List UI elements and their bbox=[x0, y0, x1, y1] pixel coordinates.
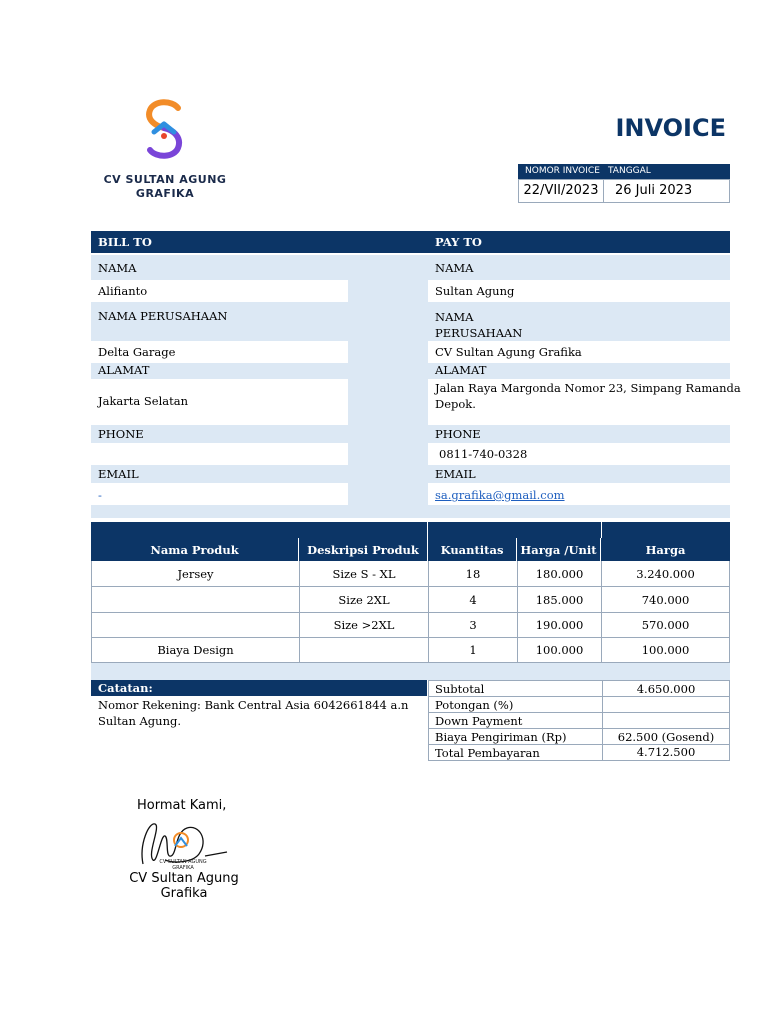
invoice-date: 26 Juli 2023 bbox=[615, 183, 693, 198]
col-header-price: Harga bbox=[645, 542, 686, 557]
summary-row-down-payment bbox=[428, 712, 730, 729]
cell-description: Size >2XL bbox=[300, 613, 429, 638]
bill-company-label: NAMA PERUSAHAAN bbox=[98, 309, 228, 323]
pay-name: Sultan Agung bbox=[435, 284, 515, 298]
pay-phone-label: PHONE bbox=[435, 427, 481, 441]
signature-stamp bbox=[135, 814, 235, 874]
stamp-text-line1: CV SULTAN AGUNG bbox=[159, 859, 207, 865]
divider bbox=[427, 522, 428, 538]
cell-product bbox=[92, 613, 300, 638]
notes-line1: Nomor Rekening: Bank Central Asia 6042661844 a.n bbox=[98, 698, 409, 712]
bill-company: Delta Garage bbox=[98, 345, 176, 359]
pay-address bbox=[435, 380, 741, 412]
cell-price: 100.000 bbox=[602, 638, 730, 663]
invoice-number: 22/VII/2023 bbox=[519, 180, 604, 202]
cell-quantity: 1 bbox=[429, 638, 518, 663]
bill-to-header: BILL TO bbox=[98, 235, 152, 249]
pay-to-header: PAY TO bbox=[435, 235, 482, 249]
bill-email-cell bbox=[91, 483, 348, 505]
cell-description bbox=[300, 638, 429, 663]
col-header-description: Deskripsi Produk bbox=[299, 538, 428, 561]
pay-phone: 0811-740-0328 bbox=[439, 447, 528, 461]
cell-price: 3.240.000 bbox=[602, 561, 730, 587]
cell-unit-price: 185.000 bbox=[518, 587, 602, 613]
cell-quantity: 3 bbox=[429, 613, 518, 638]
table-row bbox=[92, 587, 730, 613]
col-header-unit-price: Harga /Unit bbox=[517, 538, 601, 561]
stamp-text-line2: GRAFIKA bbox=[172, 865, 194, 871]
items-body bbox=[91, 561, 730, 663]
summary-value: 62.500 (Gosend) bbox=[617, 730, 715, 744]
summary-row-subtotal bbox=[428, 680, 730, 697]
bill-name: Alifianto bbox=[98, 284, 148, 298]
invoice-date-label: TANGGAL bbox=[608, 166, 651, 176]
bill-address-label: ALAMAT bbox=[98, 363, 150, 377]
summary-label: Total Pembayaran bbox=[435, 746, 540, 760]
pay-address-line2: Depok. bbox=[435, 397, 476, 411]
billing-header-bar bbox=[91, 231, 730, 253]
cell-quantity: 4 bbox=[429, 587, 518, 613]
company-name-line1: CV SULTAN AGUNG bbox=[103, 173, 227, 186]
invoice-number-label: NOMOR INVOICE bbox=[525, 166, 600, 176]
pay-address-line1: Jalan Raya Margonda Nomor 23, Simpang Ramanda bbox=[435, 381, 741, 395]
cell-product: Jersey bbox=[92, 561, 300, 587]
logo-s-icon bbox=[140, 96, 190, 164]
cell-product bbox=[92, 587, 300, 613]
bill-name-label: NAMA bbox=[98, 261, 137, 275]
pay-company-label-line1: NAMA bbox=[435, 310, 474, 324]
divider bbox=[601, 522, 602, 538]
bill-address: Jakarta Selatan bbox=[98, 394, 189, 408]
cell-quantity: 18 bbox=[429, 561, 518, 587]
invoice-meta-header bbox=[518, 164, 730, 179]
cell-price: 570.000 bbox=[602, 613, 730, 638]
summary-label: Subtotal bbox=[435, 682, 485, 696]
bill-phone-cell bbox=[91, 443, 348, 465]
pay-company-label-line2: PERUSAHAAN bbox=[435, 326, 523, 340]
cell-unit-price: 180.000 bbox=[518, 561, 602, 587]
signature-name-line1: CV Sultan Agung bbox=[129, 871, 239, 886]
items-footer-spacer bbox=[91, 663, 730, 680]
signature-name-line2: Grafika bbox=[160, 886, 208, 901]
summary-value: 4.650.000 bbox=[636, 682, 696, 696]
signature-greeting: Hormat Kami, bbox=[137, 798, 227, 813]
divider bbox=[602, 713, 603, 728]
bill-email-label: EMAIL bbox=[98, 467, 139, 481]
col-header-product: Nama Produk bbox=[91, 538, 299, 561]
pay-name-label: NAMA bbox=[435, 261, 474, 275]
cell-unit-price: 100.000 bbox=[518, 638, 602, 663]
notes-text bbox=[98, 697, 418, 729]
items-header-row bbox=[91, 538, 730, 561]
pay-address-label: ALAMAT bbox=[435, 363, 487, 377]
pay-company: CV Sultan Agung Grafika bbox=[435, 345, 582, 359]
cell-description: Size 2XL bbox=[300, 587, 429, 613]
bill-email: - bbox=[98, 488, 102, 502]
summary-label: Biaya Pengiriman (Rp) bbox=[435, 730, 567, 744]
summary-label: Potongan (%) bbox=[435, 698, 514, 712]
signature-scribble-icon bbox=[135, 814, 235, 874]
company-name bbox=[95, 173, 235, 201]
table-row bbox=[92, 638, 730, 663]
notes-line2: Sultan Agung. bbox=[98, 714, 181, 728]
company-logo bbox=[140, 96, 190, 164]
cell-description: Size S - XL bbox=[300, 561, 429, 587]
bill-phone-label: PHONE bbox=[98, 427, 144, 441]
pay-company-label bbox=[435, 309, 522, 341]
cell-unit-price: 190.000 bbox=[518, 613, 602, 638]
notes-label: Catatan: bbox=[91, 680, 427, 696]
company-name-line2: GRAFIKA bbox=[135, 187, 195, 200]
cell-product: Biaya Design bbox=[92, 638, 300, 663]
pay-email-label: EMAIL bbox=[435, 467, 476, 481]
summary-row-discount bbox=[428, 696, 730, 713]
table-row bbox=[92, 613, 730, 638]
summary-label: Down Payment bbox=[435, 714, 523, 728]
invoice-title: INVOICE bbox=[615, 114, 726, 142]
pay-email-link[interactable]: sa.grafika@gmail.com bbox=[435, 488, 565, 502]
col-header-quantity: Kuantitas bbox=[428, 538, 517, 561]
cell-price: 740.000 bbox=[602, 587, 730, 613]
invoice-meta-values bbox=[518, 179, 730, 203]
summary-row-total bbox=[428, 744, 730, 761]
table-row bbox=[92, 561, 730, 587]
summary-table bbox=[428, 680, 730, 761]
summary-value: 4.712.500 bbox=[636, 745, 696, 759]
items-top-bar bbox=[91, 522, 730, 538]
divider bbox=[602, 697, 603, 712]
summary-row-shipping bbox=[428, 728, 730, 745]
signature-name bbox=[124, 871, 244, 901]
